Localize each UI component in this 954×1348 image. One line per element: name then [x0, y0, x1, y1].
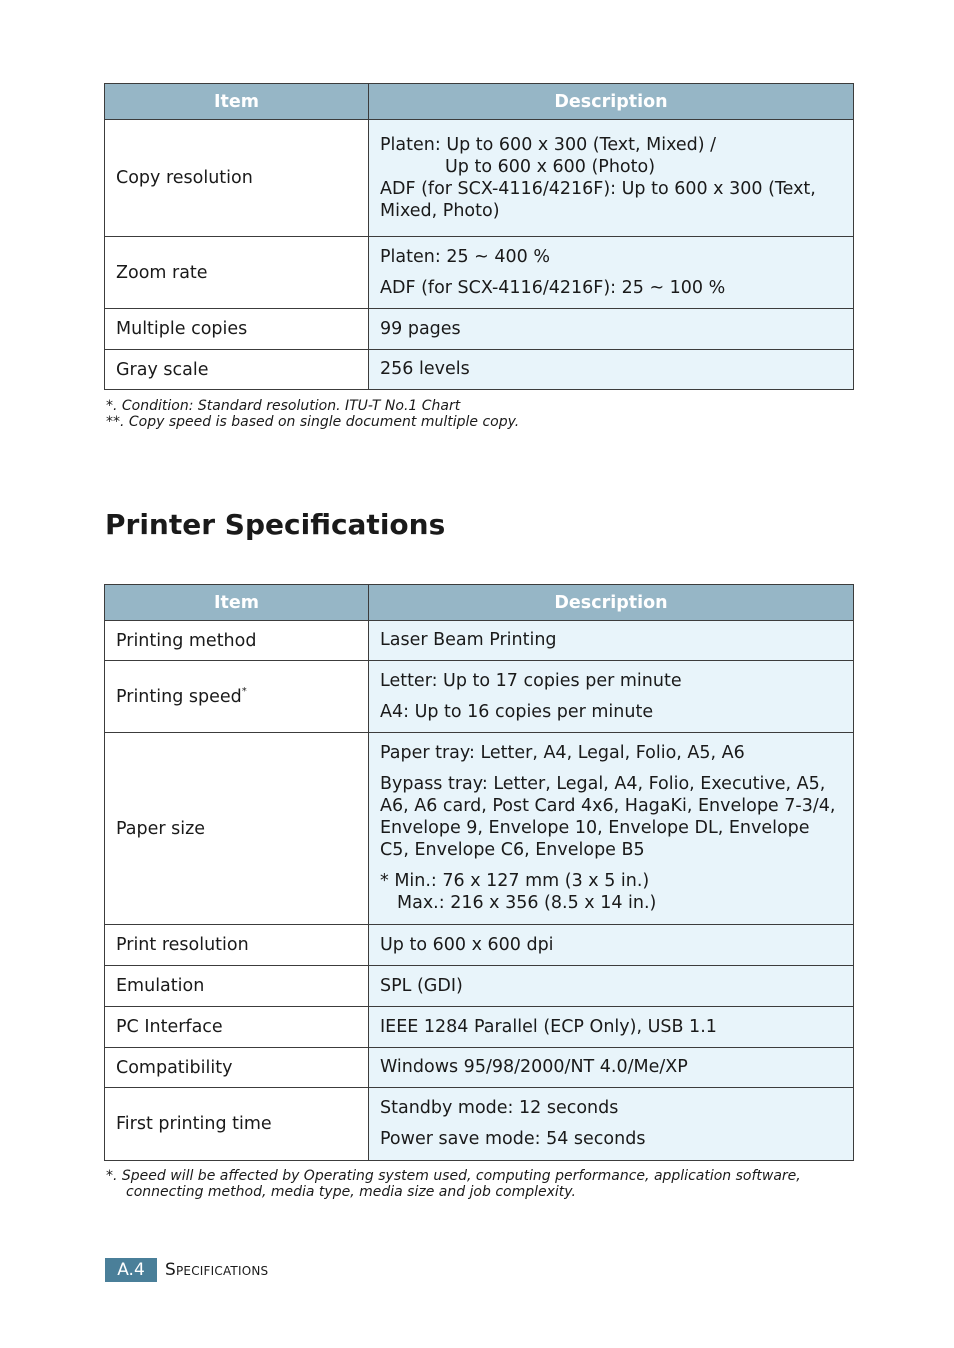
- desc-line: 256 levels: [380, 359, 470, 379]
- row-item: Printing speed: [116, 686, 242, 707]
- footnote-marker: *: [241, 685, 247, 697]
- footnote: **. Copy speed is based on single document multiple copy.: [106, 414, 520, 430]
- row-item: Gray scale: [105, 350, 369, 390]
- row-item: Copy resolution: [105, 120, 369, 237]
- row-item: Emulation: [105, 966, 369, 1007]
- header-item: Item: [105, 585, 369, 621]
- desc-line: * Min.: 76 x 127 mm (3 x 5 in.): [380, 871, 650, 891]
- desc-line: Standby mode: 12 seconds: [380, 1098, 619, 1118]
- row-description: [369, 237, 854, 309]
- desc-line: Laser Beam Printing: [380, 630, 557, 650]
- row-description: [369, 350, 854, 390]
- table-row: [105, 661, 854, 733]
- table-row: [105, 120, 854, 237]
- copy-footnotes: [106, 398, 519, 430]
- footnote: *. Condition: Standard resolution. ITU-T No.1 Chart: [106, 398, 461, 414]
- table-header-row: [105, 585, 854, 621]
- desc-line: Platen: 25 ~ 400 %: [380, 246, 550, 267]
- header-description: Description: [369, 84, 854, 120]
- row-item: Paper size: [105, 733, 369, 925]
- row-item: Compatibility: [105, 1048, 369, 1088]
- page-footer: [105, 1258, 268, 1282]
- table-row: [105, 925, 854, 966]
- row-description: [369, 925, 854, 966]
- row-description: [369, 309, 854, 350]
- section-title: Printer Specifications: [105, 508, 446, 541]
- row-description: [369, 1048, 854, 1088]
- table-row: [105, 1048, 854, 1088]
- footer-section-title: Specifications: [165, 1260, 269, 1280]
- row-description: [369, 661, 854, 733]
- table-header-row: [105, 84, 854, 120]
- desc-line: A4: Up to 16 copies per minute: [380, 701, 654, 722]
- desc-line: ADF (for SCX-4116/4216F): 25 ~ 100 %: [380, 277, 726, 298]
- table-row: [105, 309, 854, 350]
- table-row: [105, 1007, 854, 1048]
- desc-line: Max.: 216 x 356 (8.5 x 14 in.): [397, 893, 657, 913]
- desc-line: Paper tray: Letter, A4, Legal, Folio, A5, A6: [380, 743, 745, 763]
- table-row: [105, 237, 854, 309]
- table-row: [105, 1088, 854, 1161]
- row-item-cell: [105, 661, 369, 733]
- desc-line: IEEE 1284 Parallel (ECP Only), USB 1.1: [380, 1016, 717, 1037]
- desc-line: Platen: Up to 600 x 300 (Text, Mixed) /: [380, 134, 717, 155]
- printer-footnote: [106, 1168, 826, 1200]
- row-description: [369, 733, 854, 925]
- desc-line: Up to 600 x 600 (Photo): [445, 156, 656, 177]
- row-item: Print resolution: [105, 925, 369, 966]
- desc-line: Power save mode: 54 seconds: [380, 1129, 646, 1149]
- desc-line: Bypass tray: Letter, Legal, A4, Folio, Executive, A5, A6, A6 card, Post Card 4x6, HagaKi, Envelope 7-3/4, Envelope 9, Envelope 10, Envelope DL, Envelope C5, Envelope C6, Envelope B5: [380, 774, 836, 860]
- desc-line: SPL (GDI): [380, 975, 463, 996]
- header-item: Item: [105, 84, 369, 120]
- row-description: [369, 1007, 854, 1048]
- table-row: [105, 621, 854, 661]
- row-item: Multiple copies: [105, 309, 369, 350]
- row-description: [369, 120, 854, 237]
- row-description: [369, 621, 854, 661]
- row-description: [369, 1088, 854, 1161]
- desc-line: ADF (for SCX-4116/4216F): Up to 600 x 300 (Text, Mixed, Photo): [380, 178, 816, 221]
- desc-line: Letter: Up to 17 copies per minute: [380, 670, 682, 691]
- desc-line: Up to 600 x 600 dpi: [380, 934, 554, 955]
- row-item: PC Interface: [105, 1007, 369, 1048]
- header-description: Description: [369, 585, 854, 621]
- row-item: Zoom rate: [105, 237, 369, 309]
- table-row: [105, 733, 854, 925]
- desc-line: 99 pages: [380, 318, 461, 339]
- footnote: *. Speed will be affected by Operating system used, computing performance, application software, connecting method, media type, media size and job complexity.: [106, 1168, 801, 1200]
- printer-spec-table: [104, 584, 854, 1161]
- row-description: [369, 966, 854, 1007]
- table-row: [105, 966, 854, 1007]
- table-row: [105, 350, 854, 390]
- row-item: First printing time: [105, 1088, 369, 1161]
- copy-spec-table: [104, 83, 854, 390]
- desc-line: Windows 95/98/2000/NT 4.0/Me/XP: [380, 1057, 688, 1077]
- page-number-badge: A.4: [105, 1258, 157, 1282]
- row-item: Printing method: [105, 621, 369, 661]
